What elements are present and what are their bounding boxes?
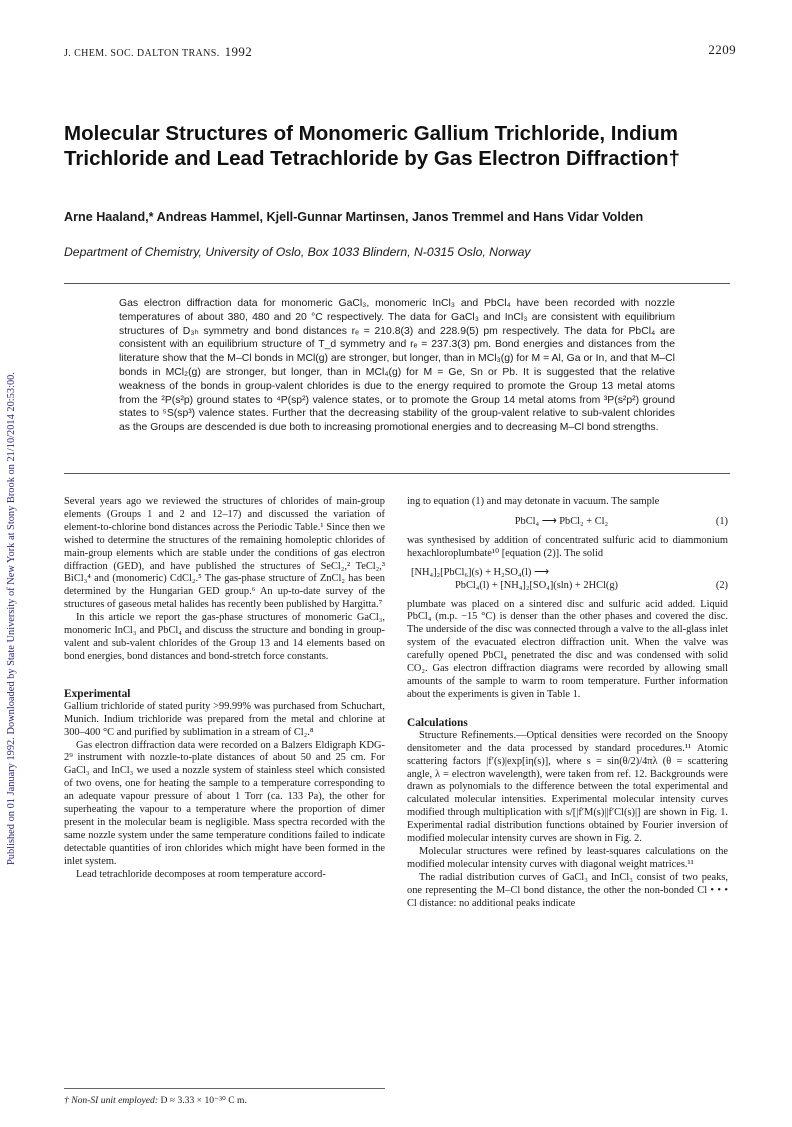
download-notice-strip [3, 185, 21, 865]
calculations-paragraph-3: The radial distribution curves of GaCl₃ and InCl₃ consist of two peaks, one representing the M–Cl bond distance, the other the non-bonded Cl • • • Cl distance: no additional peaks indicate [407, 871, 728, 909]
right-column [407, 496, 728, 910]
footnote [64, 1095, 385, 1107]
equation-2-line-2: PbCl₄(l) + [NH₄]₂[SO₄](sln) + 2HCl(g) [455, 579, 619, 591]
equation-2 [407, 567, 728, 593]
equation-1-number: (1) [715, 515, 728, 527]
page-number: 2209 [708, 42, 736, 57]
footnote-label: † Non-SI unit employed: [64, 1095, 159, 1106]
abstract [119, 297, 675, 435]
experimental-paragraph-2: Gas electron diffraction data were recorded on a Balzers Eldigraph KDG-2⁹ instrument with nozzle-to-plate distances of about 50 and 25 cm. For GaCl₃ and InCl₃ we used a nozzle system of stainless steel which consisted of two ovens, one for heating the sample to a temperature corresponding to an adequate vapour pressure of about 1 Torr (ca. 133 Pa), the other for superheating the vapour to a temperature where the proportion of dimer present in the molecular beam is negligible. Mass spectra recorded with the same nozzle system under the same temperature conditions failed to indicate detectable quantities of iron chlorides which might have been formed in the inlet system. [64, 739, 385, 867]
abstract-top-rule [64, 283, 730, 284]
right-paragraph-1: ing to equation (1) and may detonate in vacuum. The sample [407, 496, 660, 507]
journal-year: 1992 [224, 44, 253, 59]
abstract-text: Gas electron diffraction data for monomeric GaCl₃, monomeric InCl₃ and PbCl₄ have been recorded with nozzle temperatures of about 380, 480 and 20 °C respectively. The data for GaCl₃ and InCl₃ are consistent with equilibrium structures of D₃ₕ symmetry and bond distances rₑ = 210.8(3) and 228.9(5) pm respectively. The data for PbCl₄ are consistent with an equilibrium structure of T_d symmetry and rₑ = 237.3(3) pm. Bond energies and distances from the literature show that the M–Cl bonds in MCl(g) are stronger, but longer, than in MCl₃(g) for M = Al, Ga or In, and that M–Cl bonds in MCl₂(g) are stronger, but longer, than in MCl₄(g) for M = Ge, Sn or Pb. It is suggested that the relative weakness of the bonds in group-valent chlorides is due to the energy required to promote the Group 13 metal atoms from the ²P(s²p) ground states to ⁴P(sp²) valence states, or to promote the Group 14 metal atoms from ³P(s²p²) ground states to ⁵S(sp³) valence states. Further that the decreasing stability of the group-valent relative to sub-valent chlorides as the Groups are descended is due both to increasing promotional energies and to decreasing M–Cl bond strengths. [119, 298, 675, 434]
abstract-bottom-rule [64, 473, 730, 474]
affiliation: Department of Chemistry, University of Oslo, Box 1033 Blindern, N-0315 Oslo, Norway [64, 245, 531, 259]
journal-header [64, 44, 252, 60]
article-title: Molecular Structures of Monomeric Gallium Trichloride, Indium Trichloride and Lead Tetrachloride by Gas Electron Diffraction† [64, 122, 680, 170]
right-paragraph-2: was synthesised by addition of concentrated sulfuric acid to diammonium hexachloroplumbate¹⁰ [equation (2)]. The solid [407, 534, 728, 559]
journal-name: J. CHEM. SOC. DALTON TRANS. [64, 48, 220, 59]
intro-paragraph-2: In this article we report the gas-phase structures of monomeric GaCl₃, monomeric InCl₃ and PbCl₄ and discuss the structure and bonding in group-valent and sub-valent chlorides of the Group 13 and 14 elements based on bond energies, bond distances and bond-stretch force constants. [64, 612, 385, 662]
experimental-paragraph-3: Lead tetrachloride decomposes at room temperature accord- [76, 868, 326, 880]
left-column [64, 496, 385, 881]
footnote-text: D ≈ 3.33 × 10⁻³⁰ C m. [160, 1095, 247, 1106]
calculations-paragraph-2: Molecular structures were refined by least-squares calculations on the modified molecular intensity curves with diagonal weight matrices.¹¹ [407, 845, 728, 870]
intro-paragraph-1: Several years ago we reviewed the structures of chlorides of main-group elements (Groups 1 and 2 and 12–17) and discussed the variation of element-to-chlorine bond distances across the Periodic Table.¹ Since then we wished to determine the structures of the remaining homoleptic chlorides of main-group elements which are stable under the conditions of gas electron diffraction (GED), and have published the structures of SeCl₂,² TeCl₂,³ BiCl₃⁴ and (monomeric) CdCl₂.⁵ The gas-phase structure of ZnCl₂ has been determined by the Hungarian GED group.⁶ An up-to-date survey of the structures of gaseous metal halides has recently been published by Hargitta.⁷ [64, 496, 385, 611]
equation-1-body: PbCl₄ ⟶ PbCl₂ + Cl₂ [514, 515, 609, 527]
author-list: Arne Haaland,* Andreas Hammel, Kjell-Gunnar Martinsen, Janos Tremmel and Hans Vidar Volden [64, 210, 644, 224]
calculations-paragraph-1: Structure Refinements.—Optical densities were recorded on the Snoopy densitometer and the data processed by standard procedures.¹¹ Atomic scattering factors |f′(s)|exp[iη(s)], where s = sin(θ/2)/4πλ (θ = scattering angle, λ = electron wavelength), were taken from ref. 12. Backgrounds were drawn as polynomials to the difference between the total experimental and calculated molecular intensities. Experimental molecular intensity curves modified through multiplication with s/[|f′M(s)||f′Cl(s)|] are shown in Fig. 1. Experimental radial distribution functions obtained by Fourier inversion of modified molecular intensity curves are shown in Fig. 2. [407, 729, 728, 845]
right-paragraph-3: plumbate was placed on a sintered disc and sulfuric acid added. Liquid PbCl₄ (m.p. −15 °C) is denser than the other phases and covered the disc. The underside of the disc was connected through a valve to the all-glass inlet system of the evacuated electron diffraction unit. When the valve was carefully opened PbCl₄ penetrated the disc and was condensed with solid CO₂. Gas electron diffraction diagrams were recorded by allowing small amounts of the sample to warm to room temperature. Further information about the experiments is given in Table 1. [407, 598, 728, 700]
calculations-heading: Calculations [407, 716, 468, 729]
footnote-rule [64, 1088, 385, 1089]
experimental-heading: Experimental [64, 687, 131, 700]
download-notice: Published on 01 January 1992. Downloaded by State University of New York at Stony Brook on 21/10/2014 20:53:00. [6, 372, 17, 865]
equation-2-number: (2) [715, 579, 728, 591]
experimental-paragraph-1: Gallium trichloride of stated purity >99.99% was purchased from Schuchart, Munich. Indium trichloride was prepared from the metal and chlorine at 300–400 °C and purified by sublimation in a stream of Cl₂.⁸ [64, 700, 385, 738]
equation-1 [407, 515, 728, 529]
running-header [64, 44, 736, 60]
equation-2-line-1: [NH₄]₂[PbCl₆](s) + H₂SO₄(l) ⟶ [411, 566, 549, 578]
